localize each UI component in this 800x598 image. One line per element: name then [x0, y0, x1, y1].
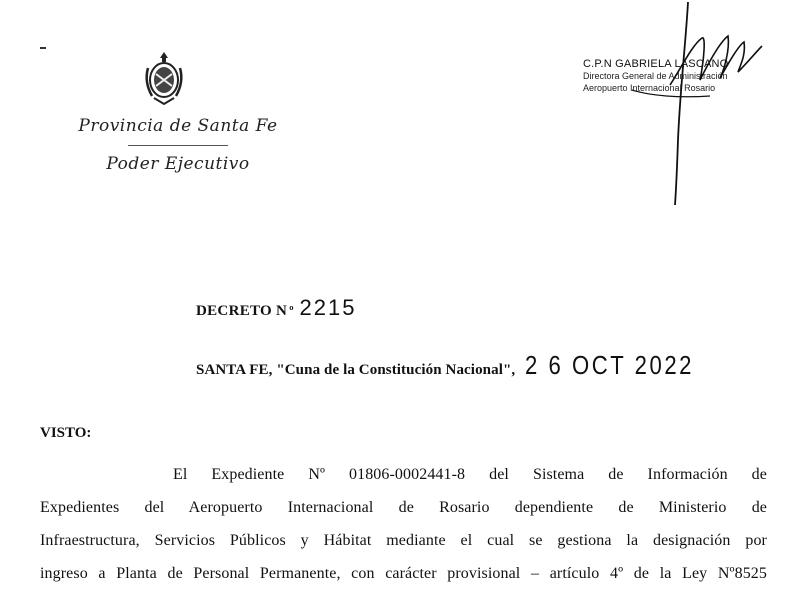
dateline-place: SANTA FE, "Cuna de la Constitución Nacional", — [196, 362, 516, 378]
decree-number-symbol: º — [289, 303, 294, 318]
stamp-title: Directora General de Administración — [583, 71, 728, 81]
visto-heading: VISTO: — [40, 425, 92, 441]
paragraph-line: Infraestructura, Servicios Públicos y Hábitat mediante el cual se gestiona la designación por — [40, 532, 767, 549]
paragraph-line: ingreso a Planta de Personal Permanente, con carácter provisional – artículo 4º de la Ley Nº8525 — [40, 565, 767, 582]
paragraph-line: El Expediente Nº 01806-0002441-8 del Sistema de Información de — [173, 466, 767, 483]
stamp-name: C.P.N GABRIELA LASCANO — [583, 58, 729, 70]
dateline-date-stamp: 2 6 OCT 2022 — [525, 350, 695, 380]
dateline — [196, 350, 724, 381]
paragraph-line: Expedientes del Aeropuerto Internacional de Rosario dependiente de Ministerio de — [40, 499, 767, 516]
decree-number: 2215 — [299, 295, 357, 320]
letterhead-province: Provincia de Santa Fe — [78, 116, 278, 136]
scan-mark — [40, 47, 46, 49]
letterhead — [58, 118, 298, 173]
decree-heading — [196, 295, 356, 321]
stamp-organization: Aeropuerto Internacional Rosario — [583, 83, 716, 93]
provincial-coat-of-arms-icon — [142, 50, 186, 106]
visto-paragraph — [40, 458, 767, 590]
decree-label: DECRETO N — [196, 303, 288, 319]
letterhead-branch: Poder Ejecutivo — [106, 154, 250, 174]
letterhead-divider — [128, 145, 228, 146]
handwritten-signature-icon — [620, 0, 780, 210]
